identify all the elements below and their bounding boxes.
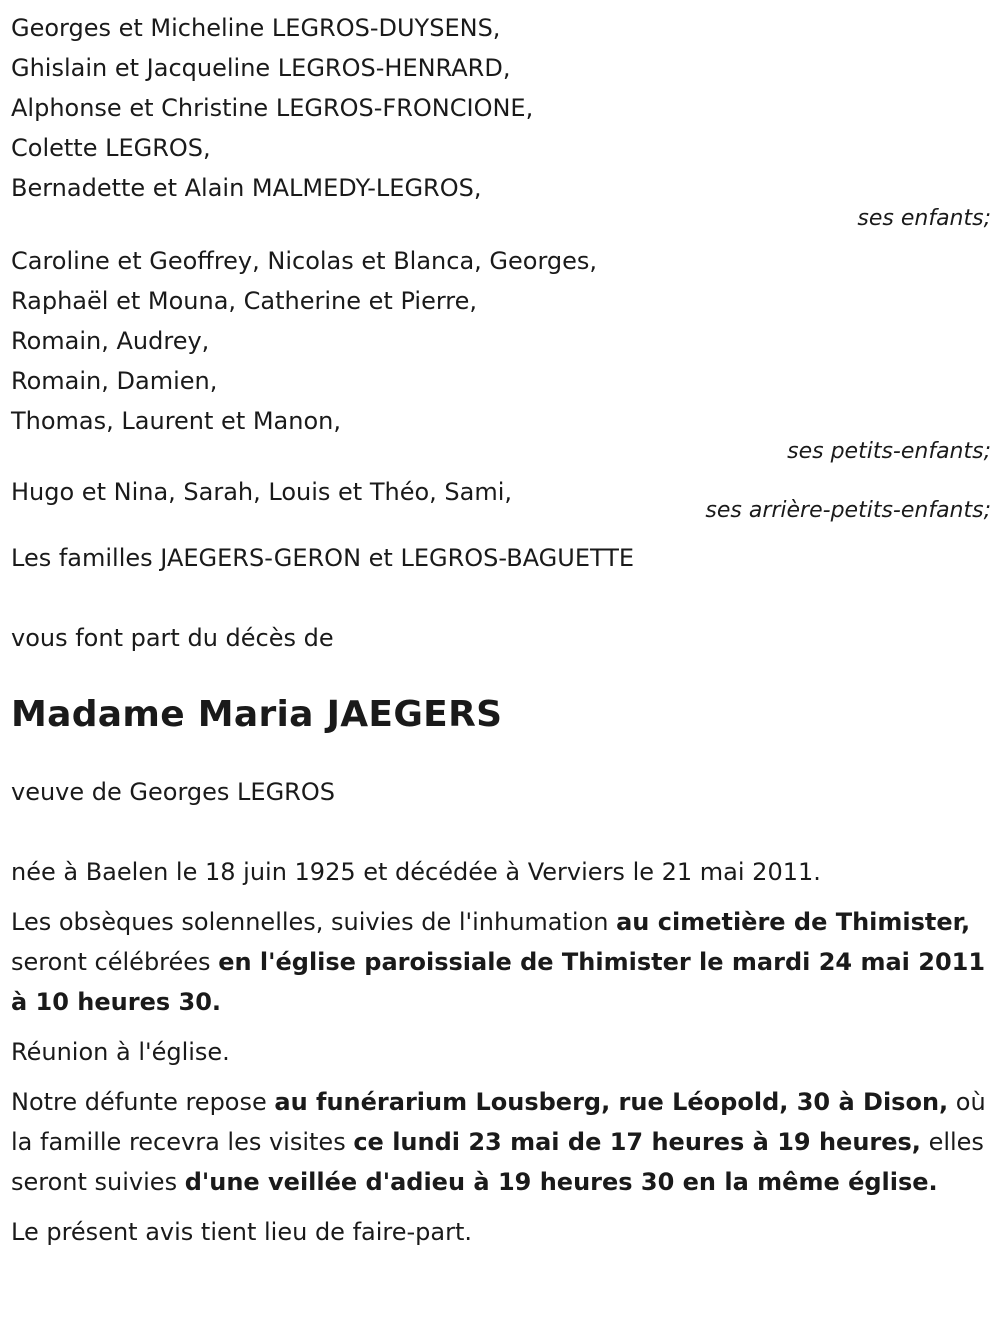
deceased-name: Madame Maria JAEGERS: [11, 694, 503, 735]
grandchild-line: Caroline et Geoffrey, Nicolas et Blanca, Georges,: [11, 247, 598, 275]
child-line: Bernadette et Alain MALMEDY-LEGROS,: [11, 174, 482, 202]
great-grandchildren-role: ses arrière-petits-enfants;: [705, 498, 991, 523]
birth-death-line: née à Baelen le 18 juin 1925 et décédée à Verviers le 21 mai 2011.: [11, 858, 821, 886]
children-block: [11, 8, 991, 234]
child-line: Georges et Micheline LEGROS-DUYSENS,: [11, 14, 501, 42]
grandchild-line: Raphaël et Mouna, Catherine et Pierre,: [11, 287, 478, 315]
funeral-text-2: seront célébrées: [11, 948, 219, 976]
child-line: Ghislain et Jacqueline LEGROS-HENRARD,: [11, 54, 511, 82]
visits-paragraph: [11, 1082, 996, 1202]
church-service-text: en l'église paroissiale de Thimister le mardi 24 mai 2011 à 10 heures 30.: [11, 948, 986, 1016]
funeral-paragraph: [11, 902, 986, 1022]
child-line: Colette LEGROS,: [11, 134, 211, 162]
reunion-line: Réunion à l'église.: [11, 1038, 230, 1066]
visits-text-2: où la famille recevra les visites: [11, 1088, 986, 1156]
visits-text-3: elles seront suivies: [11, 1128, 984, 1196]
cemetery-text: au cimetière de Thimister,: [616, 908, 971, 936]
grandchild-line: Romain, Audrey,: [11, 327, 210, 355]
visit-times-text: ce lundi 23 mai de 17 heures à 19 heures,: [353, 1128, 921, 1156]
grandchildren-role: ses petits-enfants;: [787, 439, 991, 464]
vigil-text: d'une veillée d'adieu à 19 heures 30 en la même église.: [184, 1168, 938, 1196]
great-grandchild-line: Hugo et Nina, Sarah, Louis et Théo, Sami,: [11, 478, 513, 506]
announce-line: vous font part du décès de: [11, 624, 334, 652]
children-role: ses enfants;: [857, 206, 991, 231]
funerarium-text: au funérarium Lousberg, rue Léopold, 30 à Dison,: [274, 1088, 949, 1116]
grandchild-line: Thomas, Laurent et Manon,: [11, 407, 341, 435]
child-line: Alphonse et Christine LEGROS-FRONCIONE,: [11, 94, 534, 122]
visits-text-1: Notre défunte repose: [11, 1088, 275, 1116]
grandchild-line: Romain, Damien,: [11, 367, 218, 395]
closing-line: Le présent avis tient lieu de faire-part.: [11, 1218, 473, 1246]
obituary-notice: [11, 8, 991, 1252]
widow-of-line: veuve de Georges LEGROS: [11, 778, 335, 806]
grandchildren-block: [11, 241, 991, 467]
funeral-text-1: Les obsèques solennelles, suivies de l'inhumation: [11, 908, 617, 936]
families-line: Les familles JAEGERS-GERON et LEGROS-BAGUETTE: [11, 544, 635, 572]
great-grandchildren-block: [11, 472, 991, 530]
